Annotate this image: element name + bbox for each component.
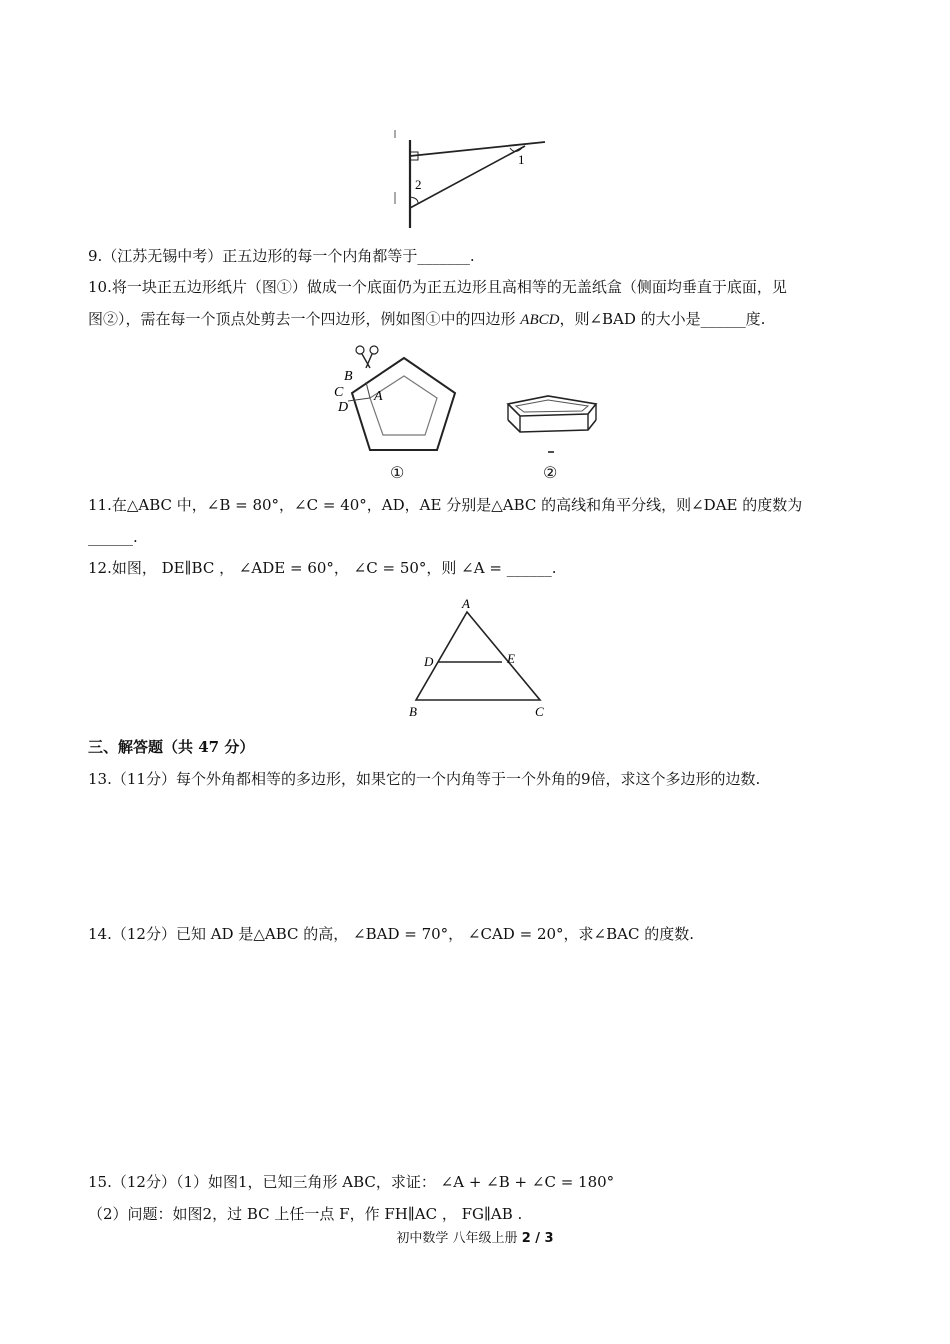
cut-line-1: [366, 382, 370, 398]
bracket-top-bar: [410, 142, 545, 156]
triangle-abc: [416, 612, 540, 700]
tri-label-B: B: [409, 704, 417, 719]
question-13: 13.（11分）每个外角都相等的多边形，如果它的一个内角等于一个外角的9倍，求这个多边形的边数.: [88, 770, 761, 788]
angle2-arc: [410, 197, 418, 203]
question-9: 9.（江苏无锡中考）正五边形的每一个内角都等于_______.: [88, 247, 475, 265]
question-14: 14.（12分）已知 AD 是△ABC 的高， ∠BAD = 70°， ∠CAD = 20°，求∠BAC 的度数.: [88, 925, 694, 943]
angle1-label: 1: [518, 152, 525, 167]
tri-label-E: E: [507, 651, 515, 666]
scissors-ring-right: [370, 346, 378, 354]
tri-label-C: C: [535, 704, 544, 719]
triangle-figure: [400, 596, 560, 722]
pentagon-figure: [330, 338, 470, 456]
scissors-icon: [362, 354, 372, 368]
pentagon-label-D: D: [338, 400, 349, 415]
question-15-line1: 15.（12分）（1）如图1，已知三角形 ABC，求证： ∠A + ∠B + ∠C = 180°: [88, 1173, 615, 1191]
bracket-figure: [385, 124, 555, 232]
question-11-line1: 11.在△ABC 中，∠B = 80°，∠C = 40°，AD，AE 分别是△ABC 的高线和角平分线，则∠DAE 的度数为: [88, 496, 803, 514]
box-inner-rim: [516, 400, 588, 412]
question-10-line2: [88, 309, 862, 330]
cut-line-2: [348, 398, 370, 401]
tri-label-D: D: [424, 654, 434, 669]
outer-pentagon: [352, 358, 455, 450]
quadrilateral-abcd: ABCD: [520, 312, 560, 328]
section-3-title: 三、解答题（共 47 分）: [88, 738, 255, 756]
pentagon-label-C: C: [334, 385, 344, 400]
inner-pentagon: [370, 376, 437, 435]
page-number: 2 / 3: [521, 1231, 554, 1246]
scissors-ring-left: [356, 346, 364, 354]
box-top-rim: [508, 396, 596, 416]
angle2-label: 2: [415, 177, 422, 192]
fig1-caption: ①: [390, 463, 405, 482]
box-figure: [500, 390, 606, 460]
footer-text: 初中数学 八年级上册: [396, 1231, 522, 1246]
question-12: 12.如图， DE∥BC ， ∠ADE = 60°， ∠C = 50°，则 ∠A = ______.: [88, 559, 557, 577]
tri-label-A: A: [462, 596, 470, 611]
fig2-caption: ②: [543, 463, 558, 482]
question-15-line2: （2）问题：如图2，过 BC 上任一点 F，作 FH∥AC ， FG∥AB .: [88, 1205, 523, 1223]
page-footer: [0, 1227, 950, 1246]
pentagon-label-A: A: [374, 389, 383, 404]
box-bottom: [508, 420, 596, 432]
question-10-line2b: ，则∠BAD 的大小是______度.: [559, 310, 766, 328]
question-10-line2a: 图②），需在每一个顶点处剪去一个四边形，例如图①中的四边形: [88, 310, 521, 328]
question-11-line2: ______.: [88, 528, 138, 546]
pentagon-label-B: B: [344, 369, 353, 384]
bracket-strut: [410, 146, 525, 208]
question-10-line1: 10.将一块正五边形纸片（图①）做成一个底面仍为正五边形且高相等的无盖纸盒（侧面均垂直于底面，见: [88, 278, 787, 296]
